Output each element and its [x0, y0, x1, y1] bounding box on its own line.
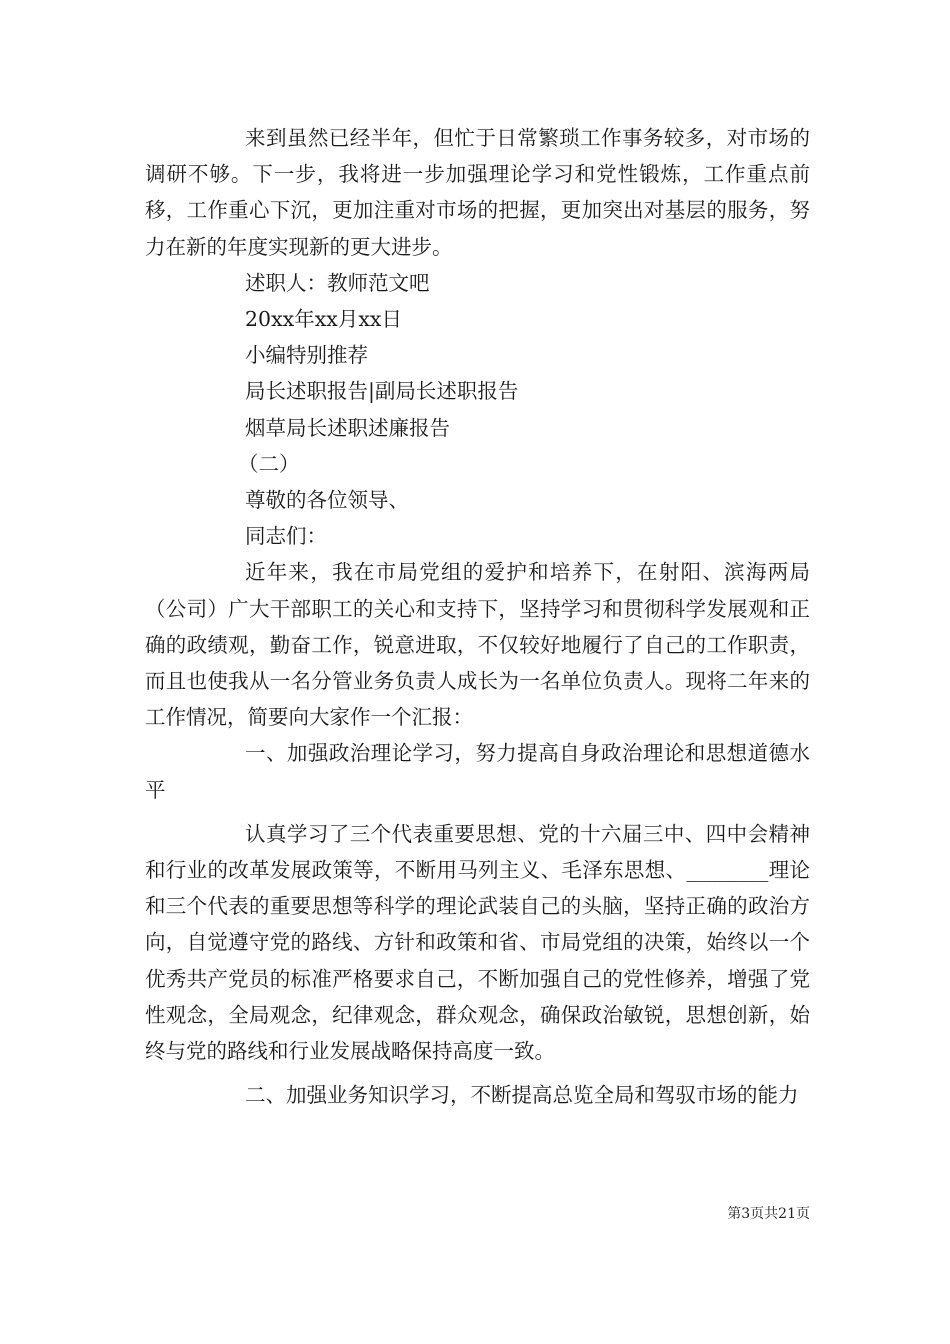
section-number: （二） — [238, 451, 300, 476]
document-body — [145, 120, 810, 1113]
date-line: 20xx年xx月xx日 — [245, 307, 402, 332]
salutation-2: 同志们： — [245, 524, 327, 549]
heading-two: 二、加强业务知识学习，不断提高总览全局和驾驭市场的能力 — [245, 1083, 799, 1108]
heading-one: 一、加强政治理论学习，努力提高自身政治理论和思想道德水平 — [145, 741, 810, 802]
paragraph-intro: 近年来，我在市局党组的爱护和培养下，在射阳、滨海两局（公司）广大干部职工的关心和支持下，坚持学习和贯彻科学发展观和正确的政绩观，勤奋工作，锐意进取，不仅较好地履行了自己的工作职责，而且也使我从一名分管业务负责人成长为一名单位负责人。现将二年来的工作情况，简要向大家作一个汇报： — [145, 560, 810, 730]
paragraph-closing: 来到虽然已经半年，但忙于日常繁琐工作事务较多，对市场的调研不够。下一步，我将进一步加强理论学习和党性锻炼，工作重点前移，工作重心下沉，更加注重对市场的把握，更加突出对基层的服务，努力在新的年度实现新的更大进步。 — [145, 126, 810, 259]
salutation-1: 尊敬的各位领导、 — [245, 488, 409, 513]
signature-line: 述职人：教师范文吧 — [245, 270, 430, 295]
recommend-link-1: 局长述职报告|副局长述职报告 — [245, 379, 519, 404]
paragraph-study: 认真学习了三个代表重要思想、党的十六届三中、四中会精神和行业的改革发展政策等，不断用马列主义、毛泽东思想、________理论和三个代表的重要思想等科学的理论武装自己的头脑，坚持正确的政治方向，自觉遵守党的路线、方针和政策和省、市局党组的决策，始终以一个优秀共产党员的标准严格要求自己，不断加强自己的党性修养，增强了党性观念，全局观念，纪律观念，群众观念，确保政治敏锐，思想创新，始终与党的路线和行业发展战略保持高度一致。 — [145, 821, 810, 1064]
recommend-heading: 小编特别推荐 — [245, 343, 368, 368]
page-number: 第3页共21页 — [727, 1206, 810, 1222]
recommend-link-2: 烟草局长述职述廉报告 — [245, 415, 450, 440]
